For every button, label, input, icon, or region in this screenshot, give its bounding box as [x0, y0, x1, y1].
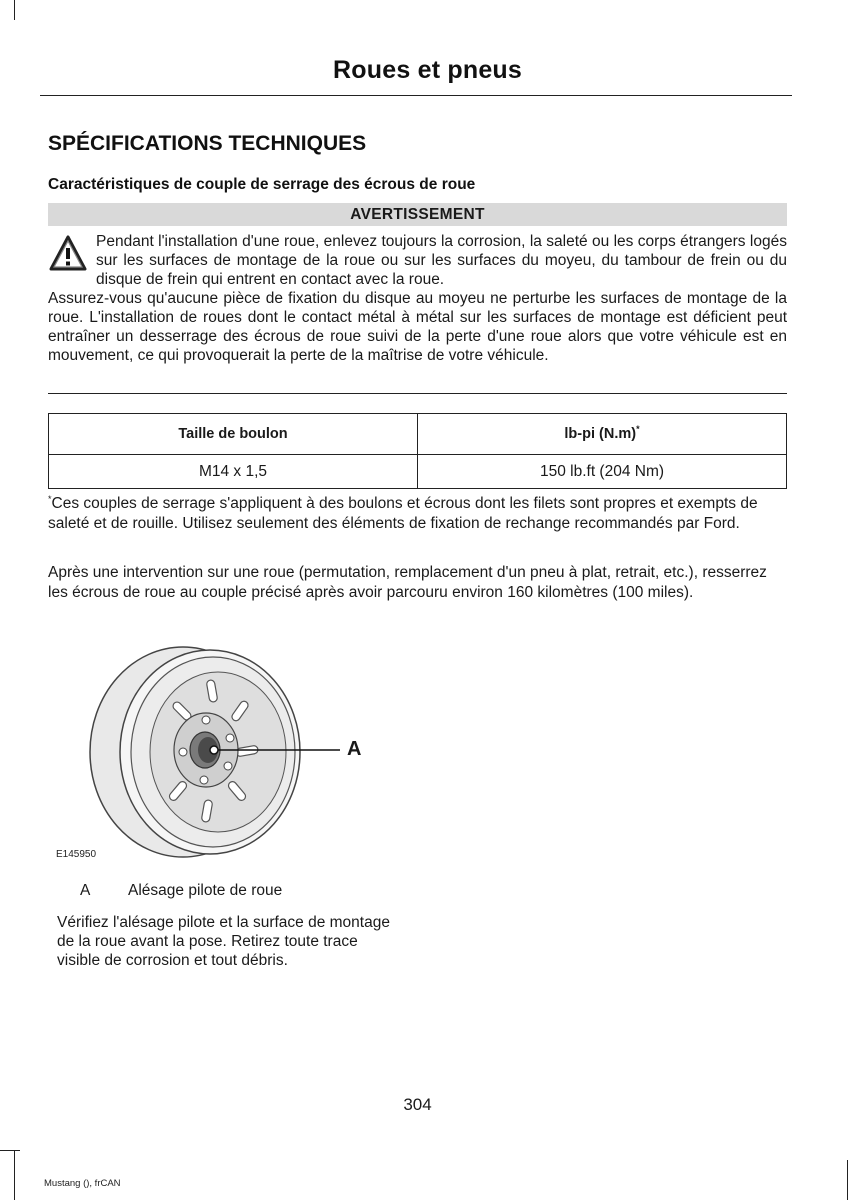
- warning-triangle-icon: [48, 234, 88, 274]
- page-title: Roues et pneus: [333, 56, 522, 84]
- page-header: [40, 56, 792, 96]
- legend-key: A: [80, 882, 91, 899]
- crop-mark: [0, 1150, 20, 1151]
- footer-text: Mustang (), frCAN: [44, 1178, 121, 1189]
- crop-mark: [14, 0, 15, 20]
- warning-block: [48, 232, 787, 365]
- warning-label: AVERTISSEMENT: [48, 203, 787, 226]
- figure-callout-label: A: [347, 738, 362, 760]
- warning-text: Assurez-vous qu'aucune pièce de fixation du disque au moyeu ne perturbe les surfaces de montage de la roue. L'installation de roues dont le contact métal à métal sur les surfaces de montage est déficient peut entraîner un desserrage des écrous de roue suivi de la perte d'une roue alors que votre véhicule est en mouvement, ce qui provoquerait la perte de la maîtrise de votre véhicule.: [48, 290, 787, 364]
- pilot-bore-note: Vérifiez l'alésage pilote et la surface de montage de la roue avant la pose. Retirez toute trace visible de corrosion et tout débris.: [57, 914, 390, 969]
- table-header-row: [49, 414, 787, 455]
- section-title: SPÉCIFICATIONS TECHNIQUES: [48, 132, 367, 155]
- footnote-marker: *: [636, 424, 640, 435]
- figure-legend-item: [80, 882, 282, 900]
- torque-recheck-paragraph: Après une intervention sur une roue (permutation, remplacement d'un pneu à plat, retrait, etc.), resserrez les écrous de roue au couple précisé après avoir parcouru environ 160 kilomètres (100 miles).: [48, 564, 767, 601]
- page-number: 304: [403, 1095, 432, 1114]
- footnote-marker: *: [48, 493, 52, 504]
- table-cell-torque: 150 lb.ft (204 Nm): [418, 455, 787, 489]
- crop-mark: [847, 1160, 848, 1200]
- table-row: [49, 455, 787, 489]
- warning-text-indented: Pendant l'installation d'une roue, enlevez toujours la corrosion, la saleté ou les corps étrangers logés sur les surfaces de montage de la roue ou sur les surfaces du moyeu, du tambour de frein ou du disque de frein qui entrent en contact avec la roue.: [96, 233, 787, 288]
- figure-code: E145950: [56, 849, 97, 860]
- table-header-torque: lb-pi (N.m)*: [418, 414, 787, 455]
- table-header-bolt-size: Taille de boulon: [49, 414, 418, 455]
- footnote: *Ces couples de serrage s'appliquent à des boulons et écrous dont les filets sont propres et exempts de saleté et de rouille. Utilisez seulement des éléments de fixation de rechange recommandés par Ford.: [48, 493, 758, 532]
- warning-divider: [48, 393, 787, 394]
- torque-table: [48, 413, 787, 489]
- table-cell-bolt-size: M14 x 1,5: [49, 455, 418, 489]
- section-subtitle: Caractéristiques de couple de serrage des écrous de roue: [48, 176, 476, 193]
- wheel-figure: [48, 640, 408, 865]
- crop-mark: [14, 1150, 15, 1200]
- legend-label: Alésage pilote de roue: [128, 882, 283, 899]
